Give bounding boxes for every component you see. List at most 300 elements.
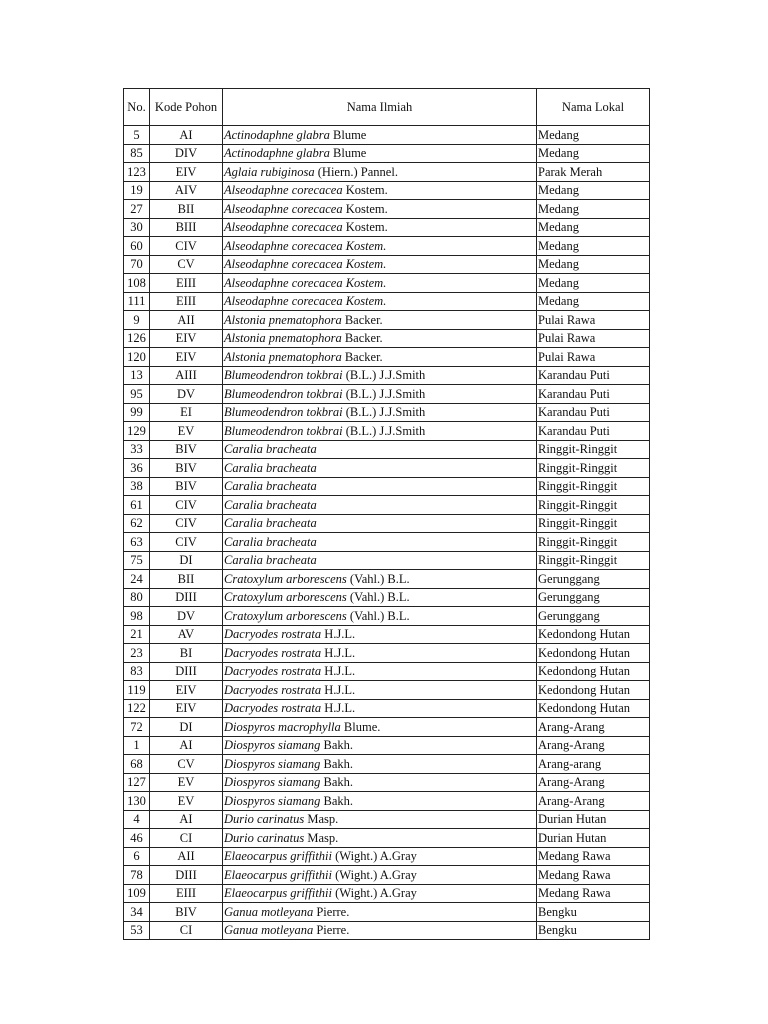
nama-lokal-cell: Medang bbox=[537, 237, 650, 256]
nama-ilmiah-cell bbox=[223, 903, 537, 922]
table-row bbox=[124, 218, 650, 237]
nama-lokal-cell: Medang bbox=[537, 126, 650, 145]
row-number: 126 bbox=[124, 329, 150, 348]
table-row bbox=[124, 884, 650, 903]
species-author: H.J.L. bbox=[324, 627, 356, 641]
nama-ilmiah-cell bbox=[223, 459, 537, 478]
row-number: 108 bbox=[124, 274, 150, 293]
row-number: 27 bbox=[124, 200, 150, 219]
table-row bbox=[124, 773, 650, 792]
row-number: 120 bbox=[124, 348, 150, 367]
species-name: Blumeodendron tokbrai bbox=[224, 423, 343, 438]
nama-lokal-cell: Medang bbox=[537, 181, 650, 200]
species-author: (B.L.) J.J.Smith bbox=[345, 368, 426, 382]
species-author: Kostem. bbox=[345, 220, 388, 234]
row-number: 83 bbox=[124, 662, 150, 681]
species-name: Alstonia pnematophora bbox=[224, 331, 342, 345]
kode-pohon-cell: BIV bbox=[150, 903, 223, 922]
kode-pohon-cell: EIII bbox=[150, 274, 223, 293]
species-name: Diospyros siamang bbox=[224, 793, 321, 808]
nama-lokal-cell: Kedondong Hutan bbox=[537, 662, 650, 681]
row-number: 33 bbox=[124, 440, 150, 459]
row-number: 38 bbox=[124, 477, 150, 496]
kode-pohon-cell: DI bbox=[150, 551, 223, 570]
species-author: H.J.L. bbox=[324, 664, 356, 678]
table-row bbox=[124, 866, 650, 885]
nama-ilmiah-cell bbox=[223, 144, 537, 163]
nama-ilmiah-cell bbox=[223, 588, 537, 607]
kode-pohon-cell: DV bbox=[150, 607, 223, 626]
header-row bbox=[124, 89, 650, 126]
species-author: Blume bbox=[333, 146, 367, 160]
kode-pohon-cell: DIII bbox=[150, 662, 223, 681]
kode-pohon-cell: EIV bbox=[150, 699, 223, 718]
row-number: 68 bbox=[124, 755, 150, 774]
table-row bbox=[124, 514, 650, 533]
species-name: Actinodaphne glabra bbox=[224, 127, 330, 142]
nama-lokal-cell: Kedondong Hutan bbox=[537, 625, 650, 644]
kode-pohon-cell: DIV bbox=[150, 144, 223, 163]
table-body bbox=[124, 126, 650, 940]
table-row bbox=[124, 551, 650, 570]
row-number: 46 bbox=[124, 829, 150, 848]
species-name: Diospyros siamang bbox=[224, 756, 321, 771]
kode-pohon-cell: EV bbox=[150, 773, 223, 792]
species-name: Blumeodendron tokbrai bbox=[224, 368, 343, 382]
species-name: Dacryodes rostrata bbox=[224, 627, 322, 641]
row-number: 60 bbox=[124, 237, 150, 256]
nama-lokal-cell: Karandau Puti bbox=[537, 366, 650, 385]
row-number: 119 bbox=[124, 681, 150, 700]
nama-lokal-cell: Arang-Arang bbox=[537, 792, 650, 811]
nama-ilmiah-cell bbox=[223, 514, 537, 533]
table-row bbox=[124, 662, 650, 681]
nama-lokal-cell: Medang Rawa bbox=[537, 847, 650, 866]
nama-ilmiah-cell bbox=[223, 237, 537, 256]
species-author: Bakh. bbox=[323, 793, 354, 808]
kode-pohon-cell: AI bbox=[150, 736, 223, 755]
kode-pohon-cell: EI bbox=[150, 403, 223, 422]
table-row bbox=[124, 311, 650, 330]
nama-lokal-cell: Medang bbox=[537, 255, 650, 274]
nama-lokal-cell: Karandau Puti bbox=[537, 422, 650, 441]
kode-pohon-cell: BIV bbox=[150, 459, 223, 478]
nama-lokal-cell: Gerunggang bbox=[537, 570, 650, 589]
nama-ilmiah-cell bbox=[223, 385, 537, 404]
table-row bbox=[124, 477, 650, 496]
nama-ilmiah-cell bbox=[223, 884, 537, 903]
nama-lokal-cell: Medang Rawa bbox=[537, 884, 650, 903]
nama-lokal-cell: Ringgit-Ringgit bbox=[537, 551, 650, 570]
nama-lokal-cell: Medang bbox=[537, 274, 650, 293]
species-author: H.J.L. bbox=[324, 682, 356, 697]
nama-lokal-cell: Gerunggang bbox=[537, 607, 650, 626]
row-number: 24 bbox=[124, 570, 150, 589]
species-name: Alseodaphne corecacea Kostem. bbox=[224, 294, 387, 308]
table-row bbox=[124, 810, 650, 829]
species-author: H.J.L. bbox=[324, 645, 356, 660]
nama-ilmiah-cell bbox=[223, 533, 537, 552]
row-number: 75 bbox=[124, 551, 150, 570]
nama-ilmiah-cell bbox=[223, 329, 537, 348]
nama-lokal-cell: Bengku bbox=[537, 921, 650, 940]
species-author: Masp. bbox=[307, 812, 339, 826]
nama-ilmiah-cell bbox=[223, 866, 537, 885]
species-name: Alseodaphne corecacea bbox=[224, 220, 343, 234]
nama-ilmiah-cell bbox=[223, 847, 537, 866]
table-row bbox=[124, 348, 650, 367]
nama-lokal-cell: Medang bbox=[537, 292, 650, 311]
table-row bbox=[124, 255, 650, 274]
species-name: Elaeocarpus griffithii bbox=[224, 886, 332, 900]
table-row bbox=[124, 903, 650, 922]
nama-ilmiah-cell bbox=[223, 496, 537, 515]
nama-ilmiah-cell bbox=[223, 274, 537, 293]
species-author: Masp. bbox=[307, 830, 339, 845]
nama-ilmiah-cell bbox=[223, 200, 537, 219]
table-row bbox=[124, 533, 650, 552]
table-row bbox=[124, 292, 650, 311]
table-row bbox=[124, 422, 650, 441]
kode-pohon-cell: CIV bbox=[150, 514, 223, 533]
kode-pohon-cell: CI bbox=[150, 921, 223, 940]
table-row bbox=[124, 829, 650, 848]
header-nama-ilmiah: Nama Ilmiah bbox=[223, 89, 537, 126]
kode-pohon-cell: BII bbox=[150, 570, 223, 589]
table-row bbox=[124, 163, 650, 182]
nama-lokal-cell: Arang-Arang bbox=[537, 736, 650, 755]
species-author: Bakh. bbox=[323, 738, 354, 752]
nama-lokal-cell: Ringgit-Ringgit bbox=[537, 459, 650, 478]
row-number: 95 bbox=[124, 385, 150, 404]
row-number: 129 bbox=[124, 422, 150, 441]
species-name: Caralia bracheata bbox=[224, 442, 317, 456]
nama-ilmiah-cell bbox=[223, 699, 537, 718]
row-number: 53 bbox=[124, 921, 150, 940]
species-author: Blume. bbox=[343, 719, 381, 734]
species-author: (B.L.) J.J.Smith bbox=[345, 386, 426, 401]
species-name: Durio carinatus bbox=[224, 812, 305, 826]
table-row bbox=[124, 200, 650, 219]
row-number: 78 bbox=[124, 866, 150, 885]
species-author: (Vahl.) B.L. bbox=[349, 571, 410, 586]
row-number: 6 bbox=[124, 847, 150, 866]
species-author: Kostem. bbox=[345, 183, 388, 197]
kode-pohon-cell: AIV bbox=[150, 181, 223, 200]
row-number: 62 bbox=[124, 514, 150, 533]
species-name: Alseodaphne corecacea Kostem. bbox=[224, 238, 387, 253]
nama-ilmiah-cell bbox=[223, 255, 537, 274]
kode-pohon-cell: CIV bbox=[150, 533, 223, 552]
kode-pohon-cell: CIV bbox=[150, 496, 223, 515]
nama-ilmiah-cell bbox=[223, 625, 537, 644]
nama-lokal-cell: Karandau Puti bbox=[537, 403, 650, 422]
species-name: Caralia bracheata bbox=[224, 553, 317, 567]
species-name: Diospyros siamang bbox=[224, 738, 321, 752]
species-author: (B.L.) J.J.Smith bbox=[345, 423, 426, 438]
kode-pohon-cell: AII bbox=[150, 847, 223, 866]
row-number: 61 bbox=[124, 496, 150, 515]
row-number: 99 bbox=[124, 403, 150, 422]
kode-pohon-cell: EIV bbox=[150, 681, 223, 700]
nama-lokal-cell: Pulai Rawa bbox=[537, 329, 650, 348]
row-number: 111 bbox=[124, 292, 150, 311]
species-author: Bakh. bbox=[323, 756, 354, 771]
nama-ilmiah-cell bbox=[223, 718, 537, 737]
table-row bbox=[124, 607, 650, 626]
species-author: Backer. bbox=[344, 349, 383, 364]
nama-ilmiah-cell bbox=[223, 181, 537, 200]
nama-ilmiah-cell bbox=[223, 366, 537, 385]
table-row bbox=[124, 440, 650, 459]
kode-pohon-cell: CI bbox=[150, 829, 223, 848]
species-name: Cratoxylum arborescens bbox=[224, 608, 347, 623]
species-name: Cratoxylum arborescens bbox=[224, 571, 347, 586]
species-author: Blume bbox=[333, 127, 367, 142]
species-author: Backer. bbox=[344, 331, 383, 345]
species-name: Dacryodes rostrata bbox=[224, 701, 322, 715]
kode-pohon-cell: CV bbox=[150, 255, 223, 274]
kode-pohon-cell: BIV bbox=[150, 440, 223, 459]
nama-ilmiah-cell bbox=[223, 422, 537, 441]
species-name: Durio carinatus bbox=[224, 830, 305, 845]
table-row bbox=[124, 385, 650, 404]
nama-lokal-cell: Bengku bbox=[537, 903, 650, 922]
row-number: 36 bbox=[124, 459, 150, 478]
species-author: H.J.L. bbox=[324, 701, 356, 715]
species-name: Caralia bracheata bbox=[224, 460, 317, 475]
nama-lokal-cell: Gerunggang bbox=[537, 588, 650, 607]
species-name: Caralia bracheata bbox=[224, 497, 317, 512]
kode-pohon-cell: EV bbox=[150, 422, 223, 441]
nama-lokal-cell: Pulai Rawa bbox=[537, 348, 650, 367]
kode-pohon-cell: EIII bbox=[150, 292, 223, 311]
row-number: 127 bbox=[124, 773, 150, 792]
kode-pohon-cell: EIV bbox=[150, 348, 223, 367]
row-number: 5 bbox=[124, 126, 150, 145]
table-row bbox=[124, 847, 650, 866]
nama-ilmiah-cell bbox=[223, 477, 537, 496]
nama-ilmiah-cell bbox=[223, 829, 537, 848]
species-author: (Hiern.) Pannel. bbox=[317, 164, 398, 179]
nama-ilmiah-cell bbox=[223, 607, 537, 626]
species-name: Caralia bracheata bbox=[224, 516, 317, 530]
nama-ilmiah-cell bbox=[223, 773, 537, 792]
table-row bbox=[124, 625, 650, 644]
species-author: (Wight.) A.Gray bbox=[335, 849, 417, 863]
nama-lokal-cell: Medang bbox=[537, 144, 650, 163]
kode-pohon-cell: BII bbox=[150, 200, 223, 219]
nama-ilmiah-cell bbox=[223, 551, 537, 570]
kode-pohon-cell: EIII bbox=[150, 884, 223, 903]
row-number: 123 bbox=[124, 163, 150, 182]
nama-ilmiah-cell bbox=[223, 440, 537, 459]
nama-ilmiah-cell bbox=[223, 792, 537, 811]
row-number: 122 bbox=[124, 699, 150, 718]
kode-pohon-cell: DIII bbox=[150, 866, 223, 885]
row-number: 4 bbox=[124, 810, 150, 829]
species-name: Dacryodes rostrata bbox=[224, 664, 322, 678]
species-table bbox=[123, 88, 650, 940]
header-nama-lokal: Nama Lokal bbox=[537, 89, 650, 126]
species-author: Backer. bbox=[344, 312, 383, 327]
table-row bbox=[124, 644, 650, 663]
nama-ilmiah-cell bbox=[223, 126, 537, 145]
table-header bbox=[124, 89, 650, 126]
nama-lokal-cell: Pulai Rawa bbox=[537, 311, 650, 330]
species-name: Caralia bracheata bbox=[224, 479, 317, 493]
nama-ilmiah-cell bbox=[223, 163, 537, 182]
header-kode-pohon: Kode Pohon bbox=[150, 89, 223, 126]
row-number: 19 bbox=[124, 181, 150, 200]
table-row bbox=[124, 921, 650, 940]
kode-pohon-cell: DIII bbox=[150, 588, 223, 607]
nama-lokal-cell: Durian Hutan bbox=[537, 810, 650, 829]
species-name: Alstonia pnematophora bbox=[224, 349, 342, 364]
nama-ilmiah-cell bbox=[223, 644, 537, 663]
nama-lokal-cell: Medang bbox=[537, 200, 650, 219]
nama-ilmiah-cell bbox=[223, 755, 537, 774]
table-row bbox=[124, 181, 650, 200]
kode-pohon-cell: CV bbox=[150, 755, 223, 774]
nama-lokal-cell: Durian Hutan bbox=[537, 829, 650, 848]
nama-ilmiah-cell bbox=[223, 736, 537, 755]
nama-lokal-cell: Ringgit-Ringgit bbox=[537, 440, 650, 459]
kode-pohon-cell: EV bbox=[150, 792, 223, 811]
kode-pohon-cell: DI bbox=[150, 718, 223, 737]
row-number: 70 bbox=[124, 255, 150, 274]
nama-ilmiah-cell bbox=[223, 218, 537, 237]
table-row bbox=[124, 699, 650, 718]
row-number: 63 bbox=[124, 533, 150, 552]
nama-lokal-cell: Parak Merah bbox=[537, 163, 650, 182]
nama-lokal-cell: Medang bbox=[537, 218, 650, 237]
kode-pohon-cell: DV bbox=[150, 385, 223, 404]
row-number: 72 bbox=[124, 718, 150, 737]
table-row bbox=[124, 496, 650, 515]
header-no: No. bbox=[124, 89, 150, 126]
table-row bbox=[124, 459, 650, 478]
nama-ilmiah-cell bbox=[223, 662, 537, 681]
row-number: 30 bbox=[124, 218, 150, 237]
table-row bbox=[124, 366, 650, 385]
nama-ilmiah-cell bbox=[223, 292, 537, 311]
nama-ilmiah-cell bbox=[223, 403, 537, 422]
kode-pohon-cell: EIV bbox=[150, 163, 223, 182]
species-author: Kostem. bbox=[345, 201, 388, 216]
nama-lokal-cell: Ringgit-Ringgit bbox=[537, 533, 650, 552]
row-number: 130 bbox=[124, 792, 150, 811]
row-number: 109 bbox=[124, 884, 150, 903]
species-author: Pierre. bbox=[316, 904, 350, 919]
nama-lokal-cell: Medang Rawa bbox=[537, 866, 650, 885]
nama-lokal-cell: Kedondong Hutan bbox=[537, 644, 650, 663]
kode-pohon-cell: AI bbox=[150, 126, 223, 145]
species-author: Pierre. bbox=[316, 923, 350, 937]
nama-lokal-cell: Karandau Puti bbox=[537, 385, 650, 404]
species-author: Bakh. bbox=[323, 775, 354, 789]
table-row bbox=[124, 570, 650, 589]
species-name: Alseodaphne corecacea bbox=[224, 201, 343, 216]
species-name: Alseodaphne corecacea Kostem. bbox=[224, 257, 387, 271]
species-name: Alseodaphne corecacea Kostem. bbox=[224, 275, 387, 290]
species-name: Diospyros macrophylla bbox=[224, 719, 341, 734]
species-author: (Wight.) A.Gray bbox=[335, 867, 417, 882]
table-row bbox=[124, 755, 650, 774]
species-name: Dacryodes rostrata bbox=[224, 645, 322, 660]
species-name: Aglaia rubiginosa bbox=[224, 164, 315, 179]
row-number: 34 bbox=[124, 903, 150, 922]
row-number: 98 bbox=[124, 607, 150, 626]
nama-lokal-cell: Ringgit-Ringgit bbox=[537, 496, 650, 515]
species-name: Elaeocarpus griffithii bbox=[224, 867, 332, 882]
row-number: 80 bbox=[124, 588, 150, 607]
species-name: Actinodaphne glabra bbox=[224, 146, 330, 160]
nama-lokal-cell: Arang-Arang bbox=[537, 718, 650, 737]
row-number: 9 bbox=[124, 311, 150, 330]
kode-pohon-cell: EIV bbox=[150, 329, 223, 348]
species-name: Elaeocarpus griffithii bbox=[224, 849, 332, 863]
table-row bbox=[124, 792, 650, 811]
nama-lokal-cell: Arang-arang bbox=[537, 755, 650, 774]
kode-pohon-cell: AIII bbox=[150, 366, 223, 385]
table-row bbox=[124, 403, 650, 422]
species-name: Ganua motleyana bbox=[224, 923, 314, 937]
table-row bbox=[124, 681, 650, 700]
species-author: (Wight.) A.Gray bbox=[335, 886, 417, 900]
nama-ilmiah-cell bbox=[223, 810, 537, 829]
nama-lokal-cell: Kedondong Hutan bbox=[537, 699, 650, 718]
nama-ilmiah-cell bbox=[223, 921, 537, 940]
species-author: (Vahl.) B.L. bbox=[349, 608, 410, 623]
species-name: Alstonia pnematophora bbox=[224, 312, 342, 327]
table-row bbox=[124, 329, 650, 348]
kode-pohon-cell: BI bbox=[150, 644, 223, 663]
kode-pohon-cell: BIII bbox=[150, 218, 223, 237]
species-name: Alseodaphne corecacea bbox=[224, 183, 343, 197]
kode-pohon-cell: BIV bbox=[150, 477, 223, 496]
nama-lokal-cell: Arang-Arang bbox=[537, 773, 650, 792]
row-number: 23 bbox=[124, 644, 150, 663]
species-name: Caralia bracheata bbox=[224, 534, 317, 549]
nama-ilmiah-cell bbox=[223, 311, 537, 330]
row-number: 1 bbox=[124, 736, 150, 755]
species-name: Diospyros siamang bbox=[224, 775, 321, 789]
table-row bbox=[124, 126, 650, 145]
species-name: Blumeodendron tokbrai bbox=[224, 405, 343, 419]
species-author: (Vahl.) B.L. bbox=[349, 590, 410, 604]
table-row bbox=[124, 274, 650, 293]
table-row bbox=[124, 736, 650, 755]
species-name: Dacryodes rostrata bbox=[224, 682, 322, 697]
species-author: (B.L.) J.J.Smith bbox=[345, 405, 426, 419]
row-number: 21 bbox=[124, 625, 150, 644]
nama-lokal-cell: Ringgit-Ringgit bbox=[537, 514, 650, 533]
kode-pohon-cell: AII bbox=[150, 311, 223, 330]
nama-lokal-cell: Kedondong Hutan bbox=[537, 681, 650, 700]
row-number: 13 bbox=[124, 366, 150, 385]
species-name: Blumeodendron tokbrai bbox=[224, 386, 343, 401]
table-row bbox=[124, 588, 650, 607]
row-number: 85 bbox=[124, 144, 150, 163]
species-name: Cratoxylum arborescens bbox=[224, 590, 347, 604]
nama-ilmiah-cell bbox=[223, 681, 537, 700]
kode-pohon-cell: AV bbox=[150, 625, 223, 644]
nama-lokal-cell: Ringgit-Ringgit bbox=[537, 477, 650, 496]
nama-ilmiah-cell bbox=[223, 348, 537, 367]
kode-pohon-cell: CIV bbox=[150, 237, 223, 256]
table-row bbox=[124, 237, 650, 256]
